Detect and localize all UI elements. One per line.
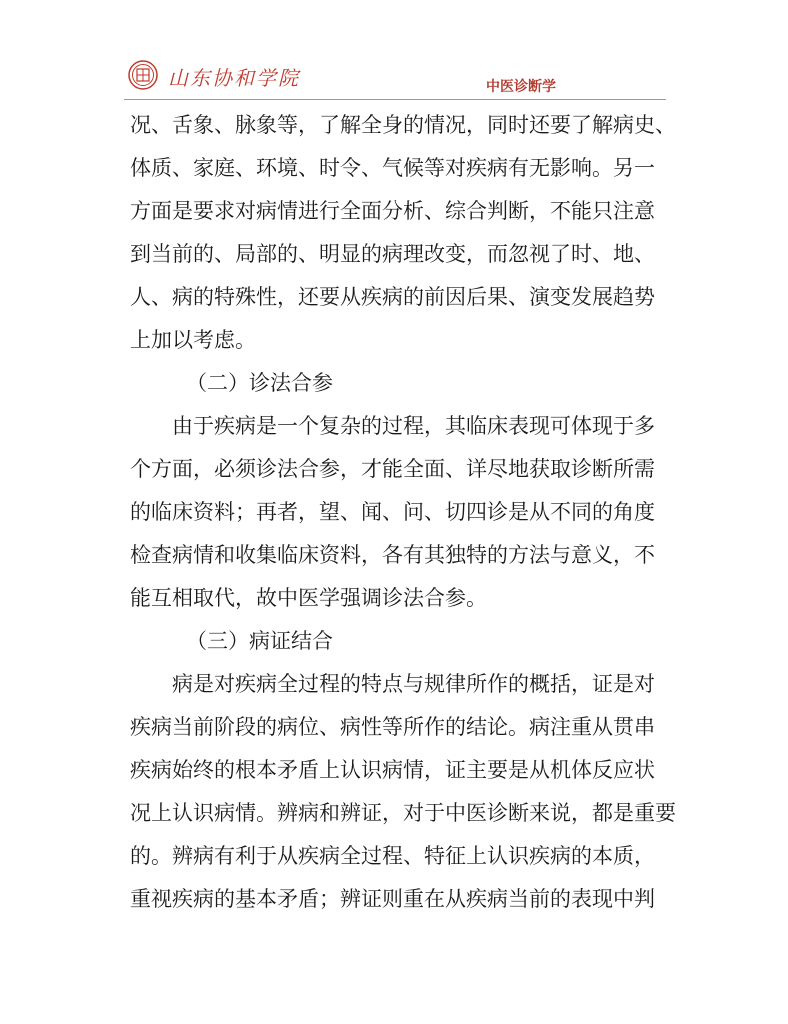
school-seal-icon — [128, 60, 158, 90]
text-line: 个方面，必须诊法合参，才能全面、详尽地获取诊断所需 — [130, 457, 655, 481]
text-line: 况、舌象、脉象等，了解全身的情况，同时还要了解病史、 — [130, 113, 676, 137]
course-title: 中医诊断学 — [486, 79, 556, 95]
text-line: 疾病当前阶段的病位、病性等所作的结论。病注重从贯串 — [130, 715, 655, 739]
body-text — [130, 104, 676, 921]
text-line: 的。辨病有利于从疾病全过程、特征上认识疾病的本质， — [130, 844, 655, 868]
text-line: 疾病始终的根本矛盾上认识病情，证主要是从机体反应状 — [130, 758, 655, 782]
page-header — [124, 56, 666, 100]
text-line: 方面是要求对病情进行全面分析、综合判断，不能只注意 — [130, 199, 655, 223]
school-name: 山东协和学院 — [168, 66, 300, 90]
text-line: 上加以考虑。 — [130, 328, 256, 352]
section-heading: （三）病证结合 — [186, 629, 333, 653]
text-line: 检查病情和收集临床资料，各有其独特的方法与意义，不 — [130, 543, 655, 567]
text-line: 的临床资料；再者，望、闻、问、切四诊是从不同的角度 — [130, 500, 655, 524]
text-line: 由于疾病是一个复杂的过程，其临床表现可体现于多 — [172, 414, 655, 438]
text-line: 体质、家庭、环境、时令、气候等对疾病有无影响。另一 — [130, 156, 655, 180]
text-line: 病是对疾病全过程的特点与规律所作的概括，证是对 — [172, 672, 655, 696]
text-line: 到当前的、局部的、明显的病理改变，而忽视了时、地、 — [130, 242, 655, 266]
header-divider — [124, 99, 666, 100]
text-line: 况上认识病情。辨病和辨证，对于中医诊断来说，都是重要 — [130, 801, 676, 825]
text-line: 重视疾病的基本矛盾；辨证则重在从疾病当前的表现中判 — [130, 887, 655, 911]
text-line: 能互相取代，故中医学强调诊法合参。 — [130, 586, 487, 610]
section-heading: （二）诊法合参 — [186, 371, 333, 395]
text-line: 人、病的特殊性，还要从疾病的前因后果、演变发展趋势 — [130, 285, 655, 309]
